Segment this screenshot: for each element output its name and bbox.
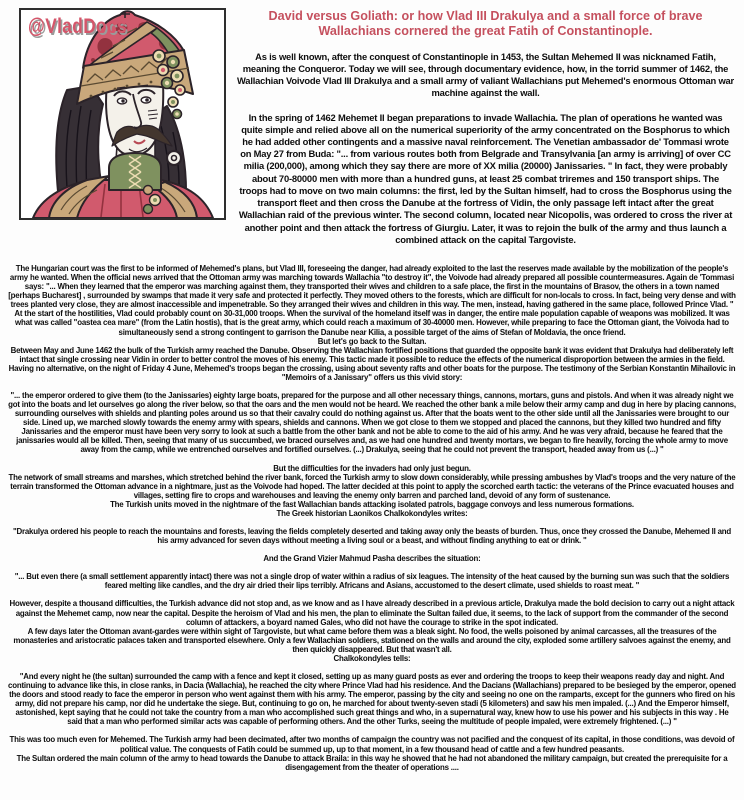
intro-section bbox=[237, 51, 734, 246]
article-paragraph: However, despite a thousand difficulties, the Turkish advance did not stop and, as we know and as I have already described in a previous article, Drakulya made the bold decision to carry out a night attack against the Mehemet camp, now near the capital. Despite the heroism of Vlad and his men, the plan to eliminate the Sultan failed due, it seems, to the lack of support from the commander of the second column of attackers, a boyard named Gales, who did not have the courage to strike in the spot indicated. bbox=[9, 599, 735, 627]
article-paragraph: The Greek historian Laonikos Chalkokondyles writes: bbox=[276, 508, 468, 518]
page-header bbox=[0, 0, 744, 246]
article-paragraph: Chalkokondyles tells: bbox=[333, 653, 411, 663]
portrait-frame bbox=[19, 8, 226, 220]
article-quote: "Drakulya ordered his people to reach the mountains and forests, leaving the fields completely deserted and taking away only the beasts of burden. Thus, once they crossed the Danube, Mehemed II and his army advanced for seven days without meeting a living soul or a beast, and without finding anything to eat or drink. " bbox=[12, 527, 732, 546]
article-paragraph: This was too much even for Mehemed. The Turkish army had been decimated, after two months of campaign the country was not pacified and the conquest of its capital, in those conditions, was devoid of political value. The conquests of Fatih could be summed up, up to that moment, in a few thousand head of cattle and a few hundred peasants. bbox=[9, 735, 735, 754]
article-paragraph: But the difficulties for the invaders had only just begun. bbox=[273, 463, 471, 473]
article-paragraph: The Hungarian court was the first to be informed of Mehemed's plans, but Vlad III, foreseeing the danger, had already exploited to the last the reserves made available by the mobilization of the people's army he wanted. When the official news arrived that the Ottoman army was marching towards Wallachia "to destroy it", the Voivode had already prepared all possible countermeasures. Again de 'Tommasi says: "... When they learned that the emperor was marching against them, they transported their wives and children to a safe place, the first in the mountains of Brasov, the others in a town named [perhaps Bucharest] , surrounded by swamps that made it very safe and protected it perfectly. They moved others to the forests, which are difficult for non-locals to cross. In fact, being very dense and with trees planted very close, they are almost inaccessible and impenetrable. So they arranged their wives and children in this way. The men, instead, having gathered in the same place, followed Prince Vlad. " bbox=[8, 264, 736, 310]
article-paragraph: At the start of the hostilities, Vlad could probably count on 30-31,000 troops. When the survival of the homeland itself was in danger, the entire male population capable of weapons was mobilized. It was what was called "oastea cea mare" (from the Latin hostis), that is the great army, which could reach a maximum of 30-40000 men. However, while preparing to face the Ottoman giant, the Voivoda had to simultaneously send a strong contingent to garrison the Danube near Kilia, a possible target of the aims of Stefan of Moldavia, the once friend. bbox=[14, 309, 730, 337]
vladdocs-handle: @VladDocs bbox=[28, 15, 127, 38]
intro-paragraph: In the spring of 1462 Mehemet II began preparations to invade Wallachia. The plan of operations he wanted was quite simple and relied above all on the numerical superiority of the army concentrated on the Bosphorus to which he had added other contingents and a massive naval reinforcement. The Venetian ambassador de' Tommasi wrote on May 27 from Buda: "... from various routes both from Belgrade and Transylvania [an army is arriving] of over CC milia (200,000), among which they say there are more of XX milia (20000) Janissaries. " In fact, they were probably about 70-80000 men with more than a hundred guns, at least 25 combat triremes and 150 transport ships. The troops had to move on two main columns: the first, led by the Sultan himself, had to cross the Bosphorus using the transport fleet and then cross the Danube at the fortress of Vidin, the only passage left intact after the great Wallachian raid of the previous winter. The second column, located near Nicopolis, was ordered to cross the river at another point and then attack the fortress of Giurgiu. Later, it was to rejoin the bulk of the army and thus launch a combined attack on the capital Targoviste. bbox=[238, 111, 733, 245]
article-quote: "And every night he (the sultan) surrounded the camp with a fence and kept it closed, setting up as many guard posts as ever and ordering the troops to keep their weapons ready day and night. And continuing to advance like this, in close ranks, in Dacia (Wallachia), he reached the city where Prince Vlad had his residence. And the Dacians (Wallachians) prepared to be besieged by the emperor, opened the doors and stood ready to face the emperor in person who went against them with his army. The emperor, passing by the city and seeing no one on the ramparts, except for the gunners who fired on his army, did not prepare his camp, nor did he undertake the siege. But, continuing to go on, he marched for about twenty-seven stadi (5 kilometers) and saw his men impaled. (...) And the Emperor himself, astonished, kept saying that he could not take the country from a man who accomplished such great things and who, in a supernatural way, knew how to use his power and his subjects in this way . He said that a man who performed similar acts was capable of performing others. And the other Turks, seeing the multitude of people impaled, were extremely frightened. (...) " bbox=[8, 671, 736, 727]
article-paragraph: Between May and June 1462 the bulk of the Turkish army reached the Danube. Observing the Wallachian fortified positions that guarded the opposite bank it was evident that Drakulya had deliberately left intact that single crossing near Vidin in order to better control the moves of his enemy. This tactic made it possible to reduce the effects of the numerical disproportion between the armies in the field. bbox=[10, 345, 734, 364]
article-paragraph: The network of small streams and marshes, which stretched behind the river bank, forced the Turkish army to slow down considerably, while pressing ambushes by Vlad's troops and the very nature of the terrain transformed the Ottoman advance in a nightmare, just as the Voivode had hoped. The latter decided at this point to apply the scorched earth tactic: the veterans of the Prince evacuated houses and villages, setting fire to crops and warehouses and leaving the enemy only barren and parched land, devoid of any form of sustenance. bbox=[8, 472, 736, 500]
article-paragraph: The Turkish units moved in the nightmare of the fast Wallachian bands attacking isolated patrols, baggage convoys and less numerous formations. bbox=[110, 499, 634, 509]
article-body bbox=[0, 258, 744, 772]
vlad-woodcut-portrait-icon bbox=[21, 10, 224, 218]
article-paragraph: Having no alternative, on the night of Friday 4 June, Mehemed's troops began the crossing, using about seventy rafts and other boats for the purpose. The testimony of the Serbian Konstantin Mihailovic in "Memoirs of a Janissary" offers us this vivid story: bbox=[8, 363, 736, 382]
intro-paragraph: As is well known, after the conquest of Constantinople in 1453, the Sultan Mehemed II was nicknamed Fatih, meaning the Conqueror. Today we will see, through documentary evidence, how, in the torrid summer of 1462, the Wallachian Voivode Vlad III Drakulya and a small army of valiant Wallachians put Mehemed's enormous Ottoman war machine against the wall. bbox=[237, 50, 735, 99]
article-paragraph: And the Grand Vizier Mahmud Pasha describes the situation: bbox=[263, 554, 481, 564]
article-paragraph: A few days later the Ottoman avant-gardes were within sight of Targoviste, but what came before them was a bleak sight. No food, the wells poisoned by animal carcasses, all the treasures of the monasteries and aristocratic palaces taken and transported elsewhere. Only a few Wallachian soldiers, stationed on the walls and around the city, exploded some artillery salvoes against the enemy, and then quickly disappeared. But that wasn't all. bbox=[13, 626, 731, 654]
article-paragraph: But let's go back to the Sultan. bbox=[317, 336, 427, 346]
article-quote: "... the emperor ordered to give them (to the Janissaries) eighty large boats, prepared for the purpose and all other necessary things, cannons, mortars, guns and pistols. And when it was already night we got into the boats and let ourselves go along the river below, so that the oars and the men would not be heard. We reached the other bank a mile below their army camp and dug in here by placing cannons, surrounding ourselves with shields and planting poles around us so that their cavalry could do nothing against us. After that the boats went to the other side until all the Janissaries were brought to our side. Lined up, we marched slowly towards the enemy army with spears, shields and cannons. When we got close to them we stopped and placed the cannons, but they killed two hundred and fifty Janissaries and the emperor must have been very sorry to look at such a battle from the other bank and not be able to come to the aid of his army. And he was very afraid, because he feared that the janissaries would all be killed. Then, seeing that many of us succumbed, we braced ourselves and, as we had one hundred and twenty mortars, we began to fire heavily, forcing the whole army to move away from the camp, while we entrenched ourselves and fortified ourselves. (...) Drakulya, seeing that he could not prevent the transport, headed away from us (...) " bbox=[8, 391, 736, 455]
article-title: David versus Goliath: or how Vlad III Drakulya and a small force of brave Wallachians cornered the great Fatih of Constantinople. bbox=[268, 9, 703, 39]
article-paragraph: The Sultan ordered the main column of the army to head towards the Danube to attack Braila: in this way he showed that he had not abandoned the military campaign, but created the prerequisite for a disengagement from the theater of operations .... bbox=[16, 753, 728, 772]
header-text-column bbox=[233, 0, 744, 246]
article-quote: "... But even there (a small settlement apparently intact) there was not a single drop of water within a radius of six leagues. The intensity of the heat caused by the burning sun was such that the soldiers feared melting like candles, and the dry air dried their lips terribly. Africans and Asians, accustomed to the desert climate, used shields to roast meat. " bbox=[14, 572, 730, 591]
